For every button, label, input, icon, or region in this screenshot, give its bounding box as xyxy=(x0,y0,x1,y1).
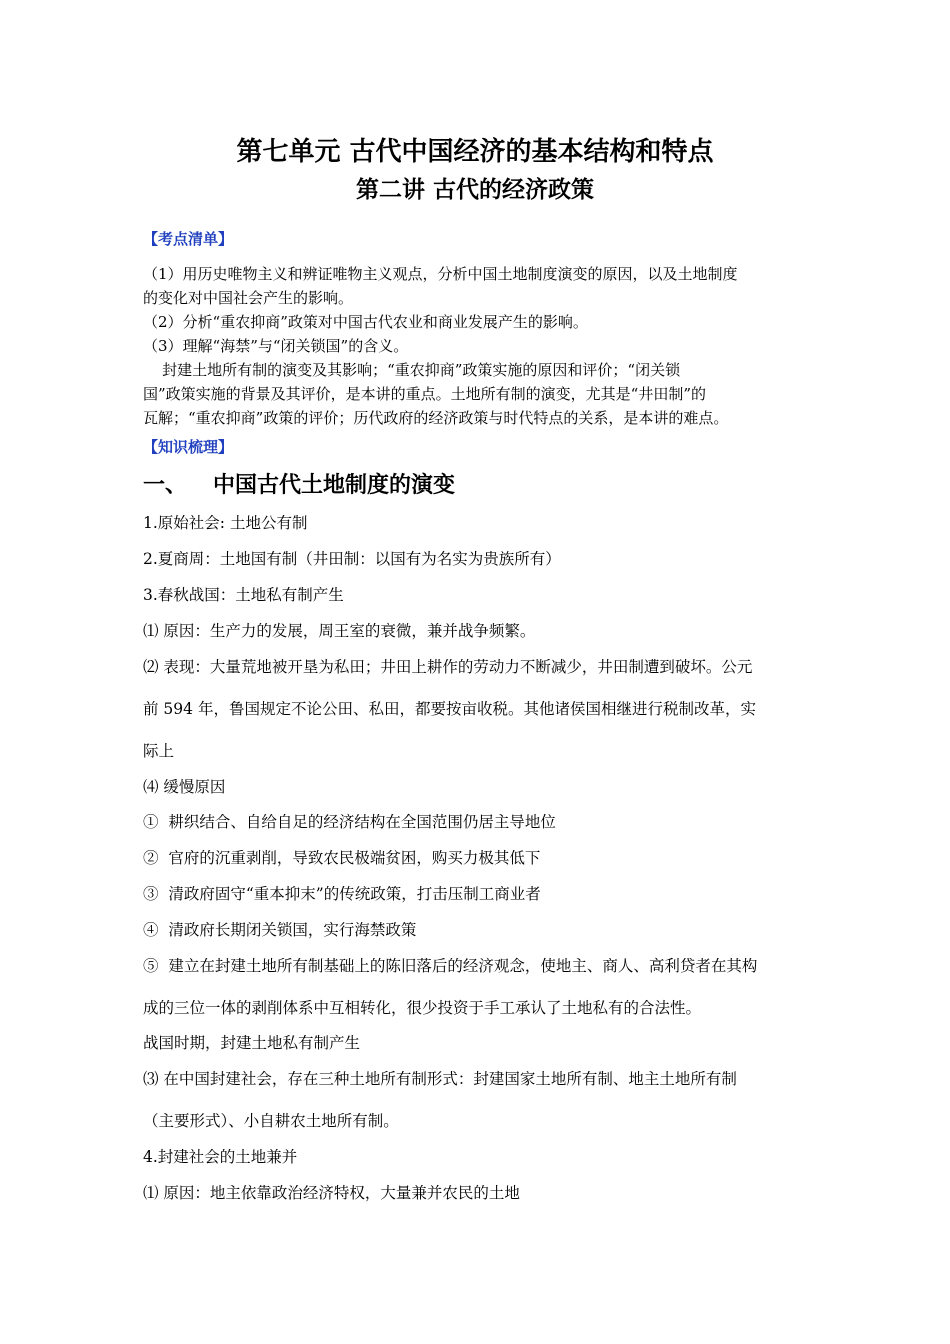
checklist-line: （2）分析“重农抑商”政策对中国古代农业和商业发展产生的影响。 xyxy=(143,313,588,331)
content-line: ① 耕织结合、自给自足的经济结构在全国范围仍居主导地位 xyxy=(143,813,556,831)
content-line: ⑴ 原因：生产力的发展，周王室的衰微，兼并战争频繁。 xyxy=(143,622,536,640)
page-subtitle: 第二讲 古代的经济政策 xyxy=(355,177,594,203)
checklist-line: 封建土地所有制的演变及其影响；“重农抑商”政策实施的原因和评价；“闭关锁 xyxy=(143,361,681,379)
section-title: 中国古代土地制度的演变 xyxy=(213,473,456,498)
content-line: 3.春秋战国：土地私有制产生 xyxy=(143,586,344,604)
page-title: 第七单元 古代中国经济的基本结构和特点 xyxy=(236,137,714,167)
content-line: 前 594 年，鲁国规定不论公田、私田，都要按亩收税。其他诸侯国相继进行税制改革，实 xyxy=(143,700,756,718)
section-number: 一、 xyxy=(143,473,188,498)
content-line: 战国时期，封建土地私有制产生 xyxy=(143,1034,361,1052)
content-line: ⑶ 在中国封建社会，存在三种土地所有制形式：封建国家土地所有制、地主土地所有制 xyxy=(143,1070,737,1088)
content-line: （主要形式）、小自耕农土地所有制。 xyxy=(143,1112,399,1130)
checklist-line: 瓦解；“重农抑商”政策的评价；历代政府的经济政策与时代特点的关系，是本讲的难点。 xyxy=(143,409,729,427)
content-line: ⑴ 原因：地主依靠政治经济特权，大量兼并农民的土地 xyxy=(143,1184,520,1202)
content-line: ② 官府的沉重剥削，导致农民极端贫困，购买力极其低下 xyxy=(143,849,541,867)
content-line: 1.原始社会: 土地公有制 xyxy=(143,514,308,532)
checklist-line: 的变化对中国社会产生的影响。 xyxy=(143,289,354,307)
knowledge-tag: 【知识梳理】 xyxy=(143,438,234,456)
content-line: ③ 清政府固守“重本抑末”的传统政策，打击压制工商业者 xyxy=(143,885,541,903)
content-line: 成的三位一体的剥削体系中互相转化，很少投资于手工承认了土地私有的合法性。 xyxy=(143,999,702,1017)
content-line: ⑷ 缓慢原因 xyxy=(143,778,226,796)
content-line: 际上 xyxy=(143,742,175,760)
content-line: ⑤ 建立在封建土地所有制基础上的陈旧落后的经济观念，使地主、商人、高利贷者在其构 xyxy=(143,957,758,975)
checklist-line: （3）理解“海禁”与“闭关锁国”的含义。 xyxy=(143,337,409,355)
content-line: ④ 清政府长期闭关锁国，实行海禁政策 xyxy=(143,921,417,939)
checklist-tag: 【考点清单】 xyxy=(143,230,234,248)
checklist-line: 国”政策实施的背景及其评价，是本讲的重点。土地所有制的演变，尤其是“井田制”的 xyxy=(143,385,707,403)
content-line: ⑵ 表现：大量荒地被开垦为私田；井田上耕作的劳动力不断减少，井田制遭到破坏。公元 xyxy=(143,658,753,676)
checklist-line: （1）用历史唯物主义和辨证唯物主义观点，分析中国土地制度演变的原因，以及土地制度 xyxy=(143,265,738,283)
section-heading xyxy=(143,468,455,499)
content-line: 2.夏商周：土地国有制（井田制：以国有为名实为贵族所有） xyxy=(143,550,561,568)
content-line: 4.封建社会的土地兼并 xyxy=(143,1148,298,1166)
